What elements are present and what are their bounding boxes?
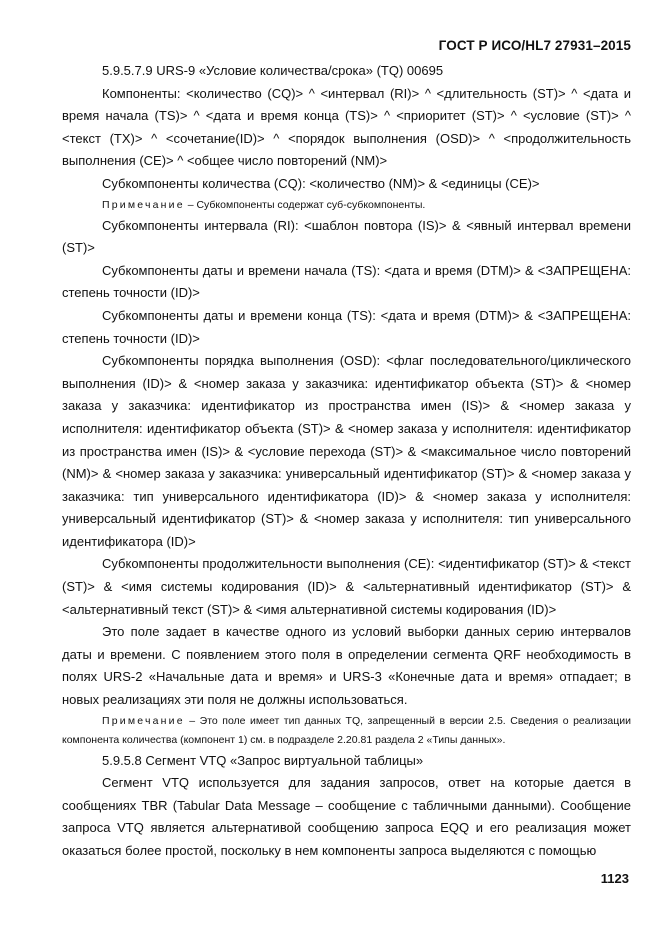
note-subcomponents	[62, 196, 631, 215]
paragraph-cq-subcomponents: Субкомпоненты количества (CQ): <количество (NM)> & <единицы (CE)>	[102, 175, 540, 191]
paragraph-field-description: Это поле задает в качестве одного из условий выборки данных серию интервалов даты и времени. С появлением этого поля в определении сегмента QRF необходимость в полях URS-2 «Начальные дата и время» и URS-3 «Конечные дата и время» отпадает; в новых реализациях эти поля не должны использоваться.	[62, 624, 631, 708]
section-heading-vtq: 5.9.5.8 Сегмент VTQ «Запрос виртуальной таблицы»	[102, 752, 424, 768]
paragraph-ts-start-subcomponents: Субкомпоненты даты и времени начала (TS): <дата и время (DTM)> & <ЗАПРЕЩЕНА: степень точности (ID)>	[62, 262, 631, 301]
paragraph-ri-subcomponents: Субкомпоненты интервала (RI): <шаблон повтора (IS)> & <явный интервал времени (ST)>	[62, 217, 631, 256]
note-text: – Субкомпоненты содержат суб-субкомпоненты.	[184, 198, 426, 211]
paragraph-osd-subcomponents: Субкомпоненты порядка выполнения (OSD): <флаг последовательного/циклического выполнения (ID)> & <номер заказа у заказчика: идентификатор объекта (ST)> & <номер заказа у заказчика: идентификатор из пространства имен (IS)> & <номер заказа у исполнителя: идентификатор объекта (ST)> & <номер заказа у исполнителя: идентификатор из пространства имен (IS)> & <условие перехода (ST)> & <максимальное число повторений (NM)> & <номер заказа у заказчика: универсальный идентификатор (ST)> & <номер заказа у заказчика: тип универсального идентификатора (ID)> & <номер заказа у исполнителя: универсальный идентификатор (ST)> & <номер заказа у исполнителя: тип универсального идентификатора (ID)>	[62, 353, 631, 549]
paragraph-vtq-description: Сегмент VTQ используется для задания запросов, ответ на которые дается в сообщениях TBR (Tabular Data Message – сообщение с табличными данными). Сообщение запроса VTQ является альтернативой сообщению запроса EQQ и его реализация может оказаться более простой, поскольку в нем компоненты запроса выделяются с помощью	[62, 775, 631, 858]
note-tq-datatype	[62, 712, 631, 750]
note-label: Примечание	[102, 198, 185, 211]
standard-header: ГОСТ Р ИСО/HL7 27931–2015	[438, 38, 631, 53]
note-text: – Это поле имеет тип данных TQ, запрещенный в версии 2.5. Сведения о реализации компонента количества (компонент 1) см. в подразделе 2.20.81 раздела 2 «Типы данных».	[62, 714, 631, 746]
note-label: Примечание	[102, 714, 185, 727]
paragraph-components: Компоненты: <количество (CQ)> ^ <интервал (RI)> ^ <длительность (ST)> ^ <дата и время начала (TS)> ^ <дата и время конца (TS)> ^ <приоритет (ST)> ^ <условие (ST)> ^ <текст (TX)> ^ <сочетание(ID)> ^ <порядок выполнения (OSD)> ^ <продолжительность выполнения (CE)> ^ <общее число повторений (NM)>	[62, 85, 631, 169]
page-number: 1123	[600, 871, 629, 886]
section-heading-urs-9: 5.9.5.7.9 URS-9 «Условие количества/срока» (TQ) 00695	[102, 63, 444, 78]
paragraph-ts-end-subcomponents: Субкомпоненты даты и времени конца (TS): <дата и время (DTM)> & <ЗАПРЕЩЕНА: степень точности (ID)>	[62, 307, 631, 346]
document-body	[62, 60, 631, 863]
paragraph-ce-subcomponents: Субкомпоненты продолжительности выполнения (CE): <идентификатор (ST)> & <текст (ST)> & <имя системы кодирования (ID)> & <альтернативный идентификатор (ST)> & <альтернативный текст (ST)> & <имя альтернативной системы кодирования (ID)>	[62, 556, 631, 617]
